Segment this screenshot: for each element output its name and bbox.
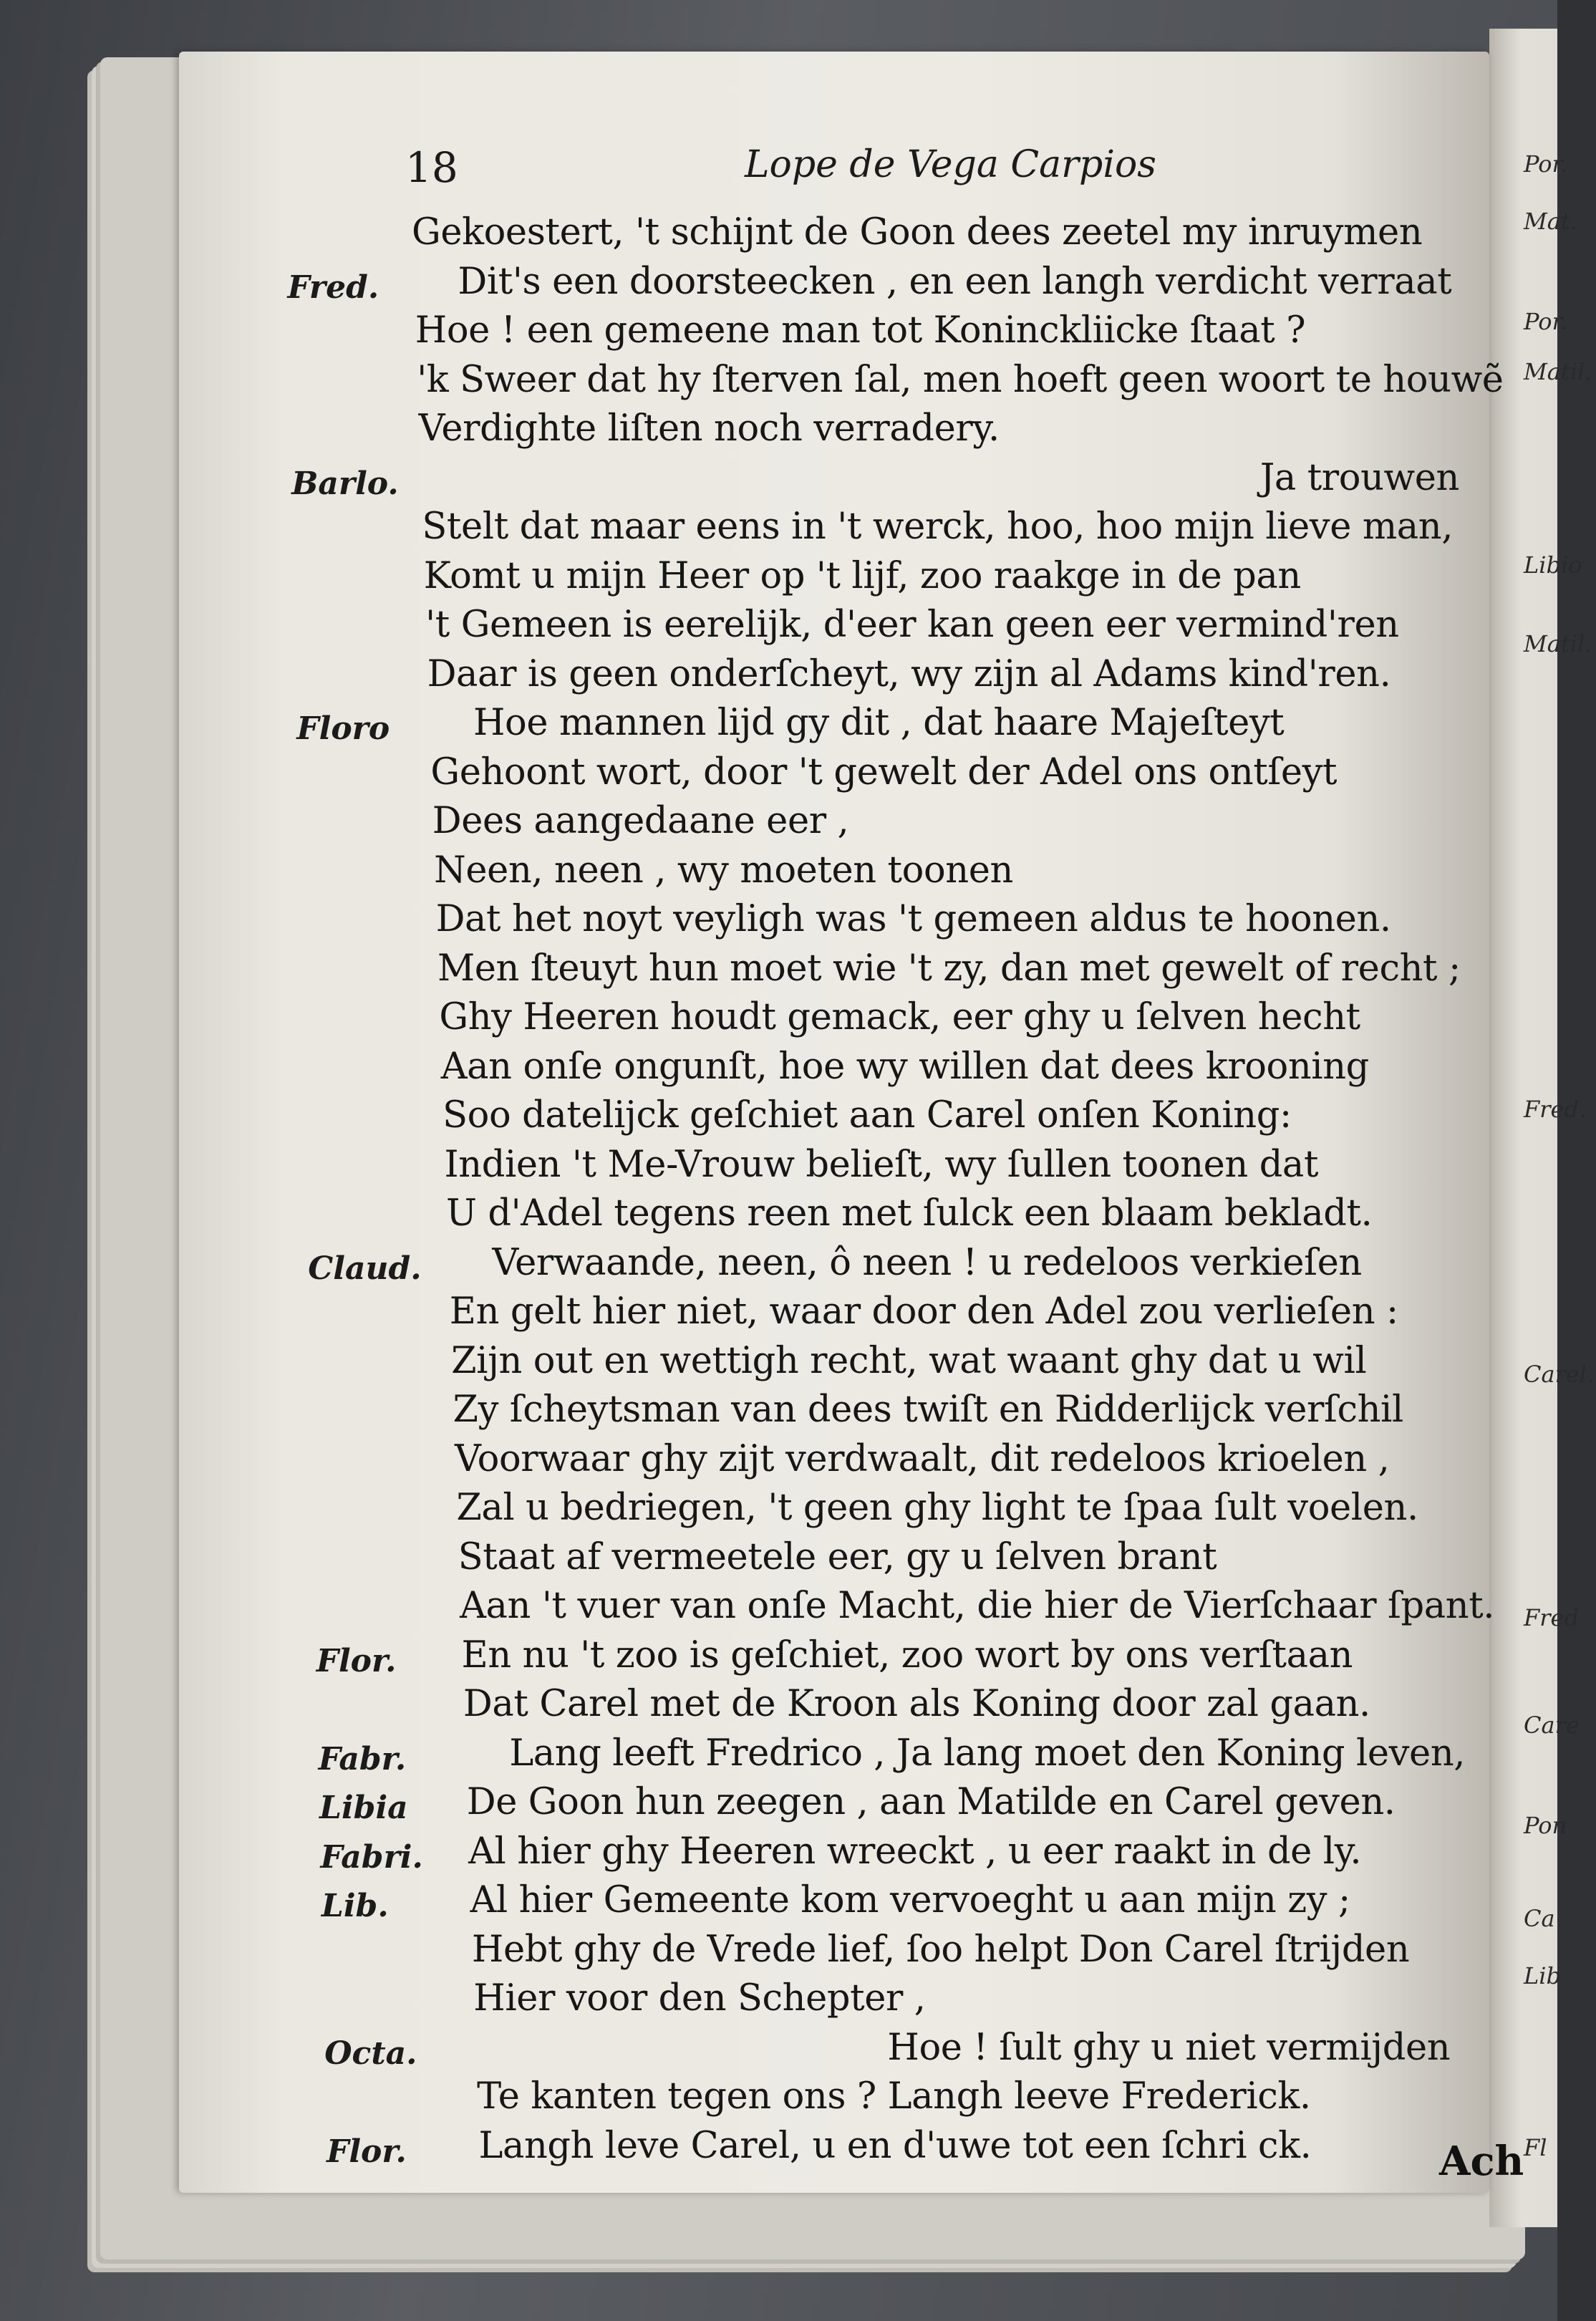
facing-margin-label: Fred [1524, 1604, 1579, 1631]
verse-line: Verdighte liſten noch verradery. [418, 407, 1000, 450]
facing-margin-label: Mat. [1524, 208, 1577, 235]
verse-line: 't Gemeen is eerelijk, d'eer kan geen eer vermind'ren [425, 604, 1399, 646]
verse-line: Zal u bedriegen, 't geen ghy light te ſpaa ſult voelen. [456, 1487, 1418, 1529]
verse-line: Te kanten tegen ons ? Langh leeve Frederick. [477, 2075, 1311, 2118]
verse-line: Soo datelijck geſchiet aan Carel onſen Koning: [442, 1094, 1292, 1137]
facing-margin-label: Lib [1524, 1962, 1561, 1989]
book-edge [1557, 0, 1596, 2321]
verse-line: Indien 't Me-Vrouw belieſt, wy ſullen toonen dat [444, 1143, 1319, 1186]
verse-line: 'k Sweer dat hy ſterven ſal, men hoeft geen woort te houwẽ [417, 358, 1504, 401]
facing-margin-label: Por. [1524, 150, 1568, 178]
speaker-label: Barlo. [291, 465, 399, 502]
verse-line: Zijn out en wettigh recht, wat waant ghy dat u wil [451, 1339, 1367, 1382]
facing-margin-label: Carel. [1524, 1361, 1595, 1388]
speaker-label: Flor. [327, 2133, 407, 2170]
verse-line: Zy ſcheytsman van dees twiſt en Ridderlijck verſchil [453, 1389, 1403, 1431]
verse-line: Neen, neen , wy moeten toonen [434, 849, 1013, 892]
verse-line: Staat af vermeetele eer, gy u ſelven brant [458, 1535, 1217, 1578]
speaker-label: Lib. [321, 1888, 389, 1924]
facing-margin-label: Matil. [1524, 358, 1592, 385]
verse-line: Ghy Heeren houdt gemack, eer ghy u ſelven hecht [439, 996, 1360, 1038]
verse-line: Al hier ghy Heeren wreeckt , u eer raakt in de ly. [468, 1830, 1362, 1873]
verse-line: Hoe mannen lijd gy dit , dat haare Majeſteyt [473, 702, 1285, 744]
speaker-label: Flor. [316, 1642, 397, 1679]
verse-line: Daar is geen onderſcheyt, wy zijn al Adams kind'ren. [427, 652, 1391, 695]
facing-margin-label: Por. [1524, 308, 1568, 335]
verse-line: Al hier Gemeente kom vervoeght u aan mijn zy ; [470, 1879, 1350, 1921]
verse-line: Komt u mijn Heer op 't lijf, zoo raakge in de pan [423, 554, 1301, 597]
verse-line: Aan onſe ongunſt, hoe wy willen dat dees krooning [440, 1045, 1369, 1088]
verse-line: Hier voor den Schepter , [473, 1977, 926, 2020]
page-number: 18 [405, 143, 458, 192]
verse-line: Ja trouwen [1259, 456, 1459, 499]
facing-margin-label: Fl [1524, 2134, 1547, 2161]
verse-line: Dat Carel met de Kroon als Koning door zal gaan. [463, 1683, 1370, 1725]
verse-line: En gelt hier niet, waar door den Adel zou verlieſen : [449, 1290, 1398, 1333]
speaker-label: Octa. [324, 2035, 417, 2072]
verse-line: Hoe ! een gemeene man tot Koninckliicke ſtaat ? [415, 309, 1306, 352]
speaker-label: Libia [319, 1790, 408, 1826]
verse-line: Gehoont wort, door 't gewelt der Adel ons ontſeyt [430, 751, 1338, 793]
facing-margin-label: Fred. [1524, 1096, 1587, 1123]
facing-margin-label: Ca [1524, 1905, 1555, 1932]
verse-line: Dit's een doorsteecken , en een langh verdicht verraat [458, 260, 1452, 303]
facing-margin-label: Matil. [1524, 630, 1592, 657]
speaker-label: Floro [296, 710, 390, 747]
verse-line: Lang leeft Fredrico , Ja lang moet den Koning leven, [509, 1732, 1466, 1775]
verse-line: Stelt dat maar eens in 't werck, hoo, hoo mijn lieve man, [422, 506, 1454, 548]
running-head: Lope de Vega Carpios [745, 143, 1156, 186]
speaker-label: Fred. [287, 269, 379, 306]
facing-margin-label: Pon [1524, 1812, 1567, 1839]
speaker-label: Fabr. [318, 1740, 407, 1777]
verse-line: De Goon hun zeegen , aan Matilde en Carel geven. [466, 1781, 1396, 1823]
speaker-label: Claud. [308, 1250, 422, 1287]
verse-line: Voorwaar ghy zijt verdwaalt, dit redeloos krioelen , [454, 1437, 1390, 1480]
verse-line: En nu 't zoo is geſchiet, zoo wort by ons verſtaan [461, 1634, 1353, 1676]
verse-line: Langh leve Carel, u en d'uwe tot een ſchri ck. [478, 2124, 1312, 2167]
verse-line: Hoe ! ſult ghy u niet vermijden [887, 2026, 1451, 2069]
verse-line: Men ſteuyt hun moet wie 't zy, dan met gewelt of recht ; [437, 947, 1461, 990]
verse-line: Dat het noyt veyligh was 't gemeen aldus te hoonen. [435, 898, 1391, 940]
verse-line: Dees aangedaane eer , [432, 800, 849, 842]
verse-line: U d'Adel tegens reen met ſulck een blaam bekladt. [445, 1192, 1373, 1235]
verse-line: Verwaande, neen, ô neen ! u redeloos verkieſen [492, 1241, 1362, 1284]
verse-line: Gekoestert, 't schijnt de Goon dees zeetel my inruymen [412, 211, 1423, 254]
catchword: Ach [1439, 2138, 1524, 2185]
speaker-label: Fabri. [320, 1838, 423, 1876]
verse-line: Aan 't vuer van onſe Macht, die hier de Vierſchaar ſpant. [460, 1585, 1495, 1627]
facing-margin-label: Libio [1524, 551, 1582, 579]
verse-line: Hebt ghy de Vrede lief, ſoo helpt Don Carel ſtrijden [471, 1928, 1410, 1971]
facing-margin-label: Care [1524, 1712, 1580, 1739]
